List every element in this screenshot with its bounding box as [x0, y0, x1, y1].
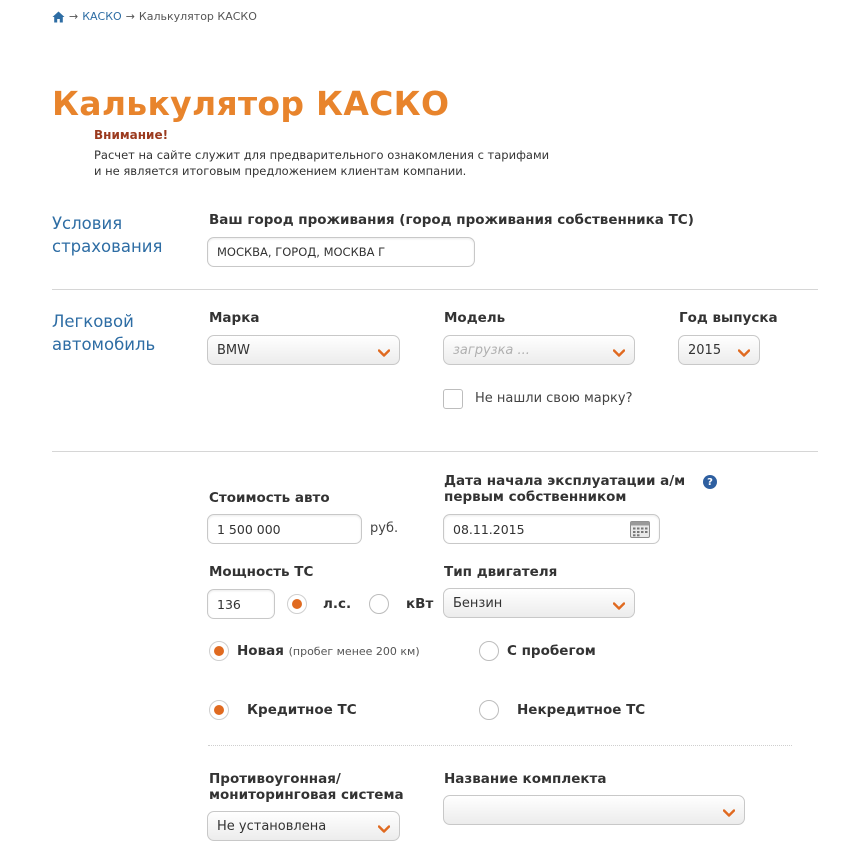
- city-label: Ваш город проживания (город проживания собственника ТС): [209, 212, 694, 228]
- chevron-down-icon: [378, 346, 390, 354]
- help-icon[interactable]: ?: [703, 475, 717, 489]
- trim-label: Название комплекта: [444, 771, 607, 787]
- cost-label: Стоимость авто: [209, 490, 330, 506]
- radio-selected-dot: [214, 705, 224, 715]
- section-title-conditions: [52, 212, 192, 258]
- warning-line-2: и не является итоговым предложением клиентам компании.: [94, 164, 467, 178]
- warning-text: [94, 147, 574, 179]
- cost-unit: руб.: [370, 521, 399, 536]
- breadcrumb-arrow: →: [125, 10, 135, 23]
- home-icon[interactable]: [52, 11, 65, 23]
- not-found-checkbox[interactable]: [443, 389, 463, 409]
- city-input[interactable]: [207, 237, 475, 267]
- unit-hp-radio[interactable]: [287, 594, 307, 614]
- credit-radio[interactable]: [209, 700, 229, 720]
- date-label: [444, 473, 714, 505]
- year-select-value: 2015: [688, 342, 722, 358]
- trim-select[interactable]: [443, 795, 745, 825]
- model-label: Модель: [444, 310, 506, 326]
- date-label-line: Дата начала эксплуатации а/м: [444, 473, 686, 489]
- year-select[interactable]: [678, 335, 760, 365]
- section-title-line: автомобиль: [52, 335, 156, 354]
- warning-heading: Внимание!: [94, 128, 169, 142]
- credit-label[interactable]: Кредитное ТС: [247, 702, 357, 718]
- model-select[interactable]: [443, 335, 635, 365]
- breadcrumb-link-kasko[interactable]: КАСКО: [82, 10, 122, 23]
- breadcrumb-arrow: →: [69, 10, 79, 23]
- date-label-line: первым собственником: [444, 489, 627, 505]
- condition-new-label[interactable]: [237, 643, 420, 659]
- date-input-value: 08.11.2015: [453, 521, 525, 537]
- power-label: Мощность ТС: [209, 564, 314, 580]
- engine-label: Тип двигателя: [444, 564, 558, 580]
- antitheft-label: [209, 771, 429, 803]
- page-title: Калькулятор КАСКО: [52, 84, 450, 123]
- section-title-line: страхования: [52, 237, 163, 256]
- engine-select-value: Бензин: [453, 595, 503, 611]
- noncredit-radio[interactable]: [479, 700, 499, 720]
- condition-new-radio[interactable]: [209, 641, 229, 661]
- antitheft-label-line: Противоугонная/: [209, 771, 341, 787]
- date-input[interactable]: [443, 514, 660, 544]
- section-title-car: [52, 310, 192, 356]
- chevron-down-icon: [738, 346, 750, 354]
- model-select-placeholder: загрузка ...: [453, 342, 530, 358]
- antitheft-select[interactable]: [207, 811, 400, 841]
- condition-used-radio[interactable]: [479, 641, 499, 661]
- breadcrumb-current: Калькулятор КАСКО: [138, 10, 257, 23]
- condition-new-text: Новая: [237, 643, 284, 659]
- year-label: Год выпуска: [679, 310, 778, 326]
- radio-selected-dot: [214, 646, 224, 656]
- make-label: Марка: [209, 310, 260, 326]
- chevron-down-icon: [378, 822, 390, 830]
- warning-line-1: Расчет на сайте служит для предварительного ознакомления с тарифами: [94, 148, 550, 162]
- condition-new-note: (пробег менее 200 км): [288, 645, 420, 658]
- radio-selected-dot: [292, 599, 302, 609]
- breadcrumb: [52, 10, 257, 23]
- chevron-down-icon: [613, 346, 625, 354]
- section-title-line: Условия: [52, 214, 123, 233]
- chevron-down-icon: [613, 599, 625, 607]
- divider: [52, 289, 818, 290]
- unit-kw-radio[interactable]: [369, 594, 389, 614]
- cost-input-value: 1 500 000: [217, 521, 281, 537]
- chevron-down-icon: [723, 806, 735, 814]
- calendar-icon[interactable]: [630, 520, 650, 538]
- noncredit-label[interactable]: Некредитное ТС: [517, 702, 646, 718]
- power-input-value: 136: [217, 596, 241, 612]
- make-select[interactable]: [207, 335, 400, 365]
- not-found-label[interactable]: Не нашли свою марку?: [475, 391, 633, 406]
- unit-hp-label[interactable]: л.с.: [323, 596, 352, 612]
- section-title-line: Легковой: [52, 312, 134, 331]
- condition-used-label[interactable]: С пробегом: [507, 643, 596, 659]
- engine-select[interactable]: [443, 588, 635, 618]
- divider: [52, 451, 818, 452]
- cost-input[interactable]: [207, 514, 362, 544]
- antitheft-select-value: Не установлена: [217, 818, 327, 834]
- antitheft-label-line: мониторинговая система: [209, 787, 404, 803]
- city-input-value: МОСКВА, ГОРОД, МОСКВА Г: [217, 245, 386, 259]
- unit-kw-label[interactable]: кВт: [406, 596, 434, 612]
- power-input[interactable]: [207, 589, 275, 619]
- make-select-value: BMW: [217, 342, 250, 358]
- dotted-divider: [208, 745, 792, 746]
